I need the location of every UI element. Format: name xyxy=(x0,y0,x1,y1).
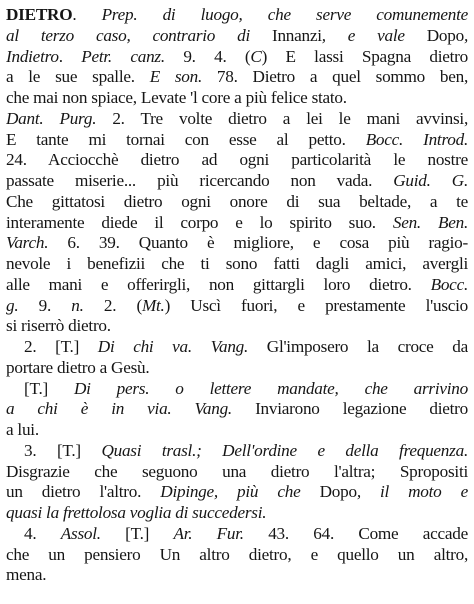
italic-text: Guid. G. xyxy=(393,171,468,190)
italic-text: Indietro xyxy=(6,46,59,66)
italic-text: Bocc. Introd. xyxy=(365,129,468,149)
text-run: Dopo xyxy=(426,25,464,45)
italic-text: Mt. xyxy=(141,295,165,315)
italic-text: Petr. canz. xyxy=(81,46,165,66)
italic-text: Sen. Ben. xyxy=(392,212,468,232)
text-run: Disgrazie che seguono una dietro l'altra; Spropositi xyxy=(6,461,468,481)
italic-text: quasi la frettolosa voglia di succedersi. xyxy=(6,503,267,522)
text-run: [T.] xyxy=(100,523,174,543)
entry-line xyxy=(6,130,468,151)
text-run: Dopo xyxy=(300,482,357,502)
italic-text: Dipinge, più che xyxy=(160,482,301,502)
entry-line xyxy=(6,88,468,109)
text-run: 4. xyxy=(24,523,61,543)
text-run: 9. 4. ( xyxy=(164,46,251,66)
italic-text: Dant. Purg. xyxy=(6,108,97,128)
italic-text: a chi è in via. Vang. xyxy=(6,399,232,419)
entry-line xyxy=(6,524,468,545)
entry-line xyxy=(6,5,468,26)
entry-line xyxy=(6,316,468,337)
entry-line xyxy=(6,482,468,503)
text-run: . xyxy=(72,5,102,24)
text-run: Innanzi xyxy=(250,25,322,45)
entry-line xyxy=(6,545,468,566)
entry-line xyxy=(6,503,468,524)
text-run: 43. 64. Come accade xyxy=(243,523,468,543)
text-run: mena. xyxy=(6,565,47,585)
italic-text: Ar. Fur. xyxy=(173,523,244,543)
entry-line xyxy=(6,462,468,483)
entry-line xyxy=(6,192,468,213)
entry-line xyxy=(6,565,468,586)
text-run: passate miserie... più ricercando non vada. xyxy=(6,171,394,190)
text-run: a le sue spalle. xyxy=(6,67,150,87)
text-run: 78. Dietro a quel sommo ben, xyxy=(202,67,468,87)
entry-line xyxy=(6,109,468,130)
entry-line xyxy=(6,420,468,441)
italic-text: n. xyxy=(71,295,84,315)
italic-text: Bocc. xyxy=(430,274,468,294)
entry-line xyxy=(6,171,468,192)
entry-line xyxy=(6,379,468,400)
text-run: 2. Tre volte dietro a lei le mani avvinsi, xyxy=(96,108,468,128)
text-run: che mai non spiace, Levate 'l core a più felice stato. xyxy=(6,88,347,107)
text-run: 2. [T.] xyxy=(24,337,98,356)
text-run: ) Uscì fuori, e prestamente l'uscio xyxy=(164,295,468,315)
entry-line xyxy=(6,358,468,379)
italic-text: Assol. xyxy=(60,523,101,543)
italic-text: , xyxy=(463,25,468,45)
italic-text: Di pers. o lettere mandate, che arrivino xyxy=(73,378,468,398)
italic-text: Di chi va. Vang. xyxy=(97,337,249,356)
text-run: Gl'imposero la croce da xyxy=(248,337,468,356)
text-run: a lui. xyxy=(6,420,39,439)
italic-text: , e vale xyxy=(321,25,427,45)
text-run: 3. [T.] xyxy=(24,440,102,460)
text-run: portare dietro a Gesù. xyxy=(6,357,150,377)
italic-text: C xyxy=(250,46,262,66)
text-run: che un pensiero Un altro dietro, e quello un altro, xyxy=(6,544,468,564)
text-run: [T.] xyxy=(24,378,74,398)
text-run: si riserrò dietro. xyxy=(6,316,111,336)
entry-line xyxy=(6,399,468,420)
text-run: nevole i benefizii che ti sono fatti dagli amici, avergli xyxy=(6,254,468,273)
entry-line xyxy=(6,47,468,68)
entry-line xyxy=(6,275,468,296)
text-run: Che gittatosi dietro ogni onore di sua beltade, a te xyxy=(6,191,468,211)
text-run: interamente diede il corpo e lo spirito suo. xyxy=(6,212,393,232)
text-run: un dietro l'altro. xyxy=(6,482,161,502)
entry-line xyxy=(6,233,468,254)
text-run: E tante mi tornai con esse al petto. xyxy=(6,129,366,149)
headword: DIETRO xyxy=(6,5,73,24)
entry-line xyxy=(6,441,468,462)
text-run: 2. ( xyxy=(83,295,142,315)
text-run: Inviarono legazione dietro xyxy=(231,399,468,419)
text-run: . xyxy=(58,46,82,66)
italic-text: g. xyxy=(6,295,19,315)
entry-line xyxy=(6,254,468,275)
italic-text: Varch. xyxy=(6,233,49,253)
text-run: 6. 39. Quanto è migliore, e cosa più ragio- xyxy=(48,233,468,253)
entry-line xyxy=(6,67,468,88)
italic-text: Prep. di luogo, che serve comunemente xyxy=(101,5,468,24)
entry-line xyxy=(6,296,468,317)
text-run: alle mani e offerirgli, non gittargli loro dietro. xyxy=(6,274,431,294)
italic-text: Quasi trasl.; Dell'ordine e della frequenza. xyxy=(101,440,468,460)
text-run: 24. Acciocchè dietro ad ogni particolarità le nostre xyxy=(6,150,468,170)
text-run: 9. xyxy=(18,295,72,315)
dictionary-entry xyxy=(6,5,468,586)
italic-text: , il moto e xyxy=(356,482,468,502)
italic-text: al terzo caso, contrario di xyxy=(6,25,250,45)
entry-line xyxy=(6,337,468,358)
italic-text: E son. xyxy=(149,67,203,87)
entry-line xyxy=(6,26,468,47)
entry-line xyxy=(6,150,468,171)
entry-line xyxy=(6,213,468,234)
text-run: ) E lassi Spagna dietro xyxy=(261,46,468,66)
